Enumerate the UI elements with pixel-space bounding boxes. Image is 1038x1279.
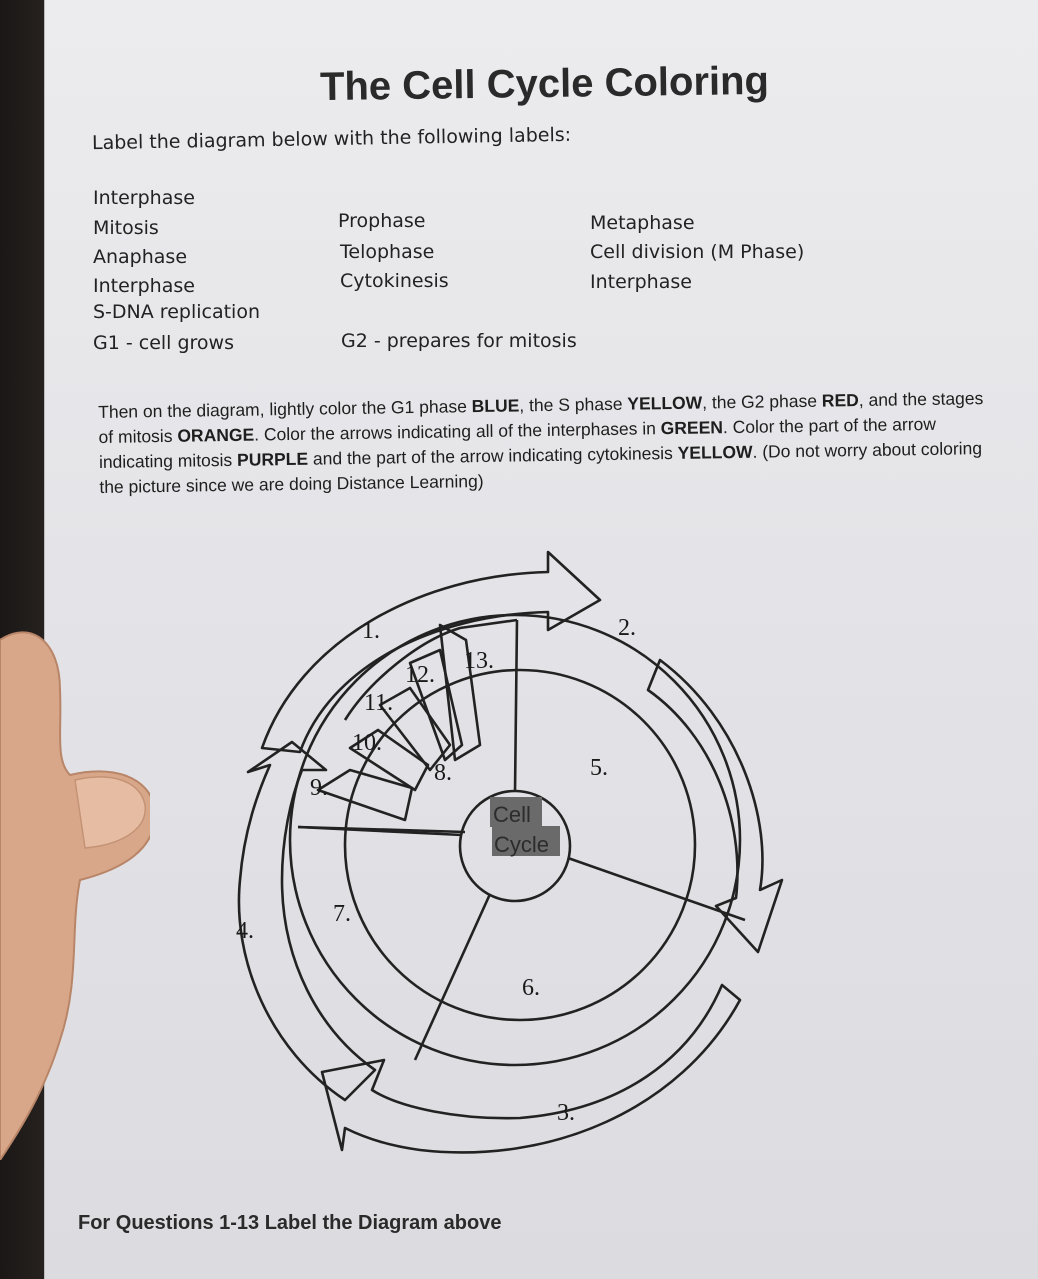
subtitle: Label the diagram below with the following labels: (91, 123, 572, 155)
page-title: The Cell Cycle Coloring (319, 58, 770, 110)
diagram-label-13: 13. (464, 648, 494, 674)
diagram-label-11: 11. (364, 690, 394, 716)
center-label-cell: Cell (493, 802, 531, 827)
diagram-label-3: 3. (557, 1100, 575, 1126)
arrow-left (239, 742, 375, 1100)
diagram-label-5: 5. (590, 755, 608, 781)
label-metaphase: Metaphase (590, 212, 695, 234)
label-interphase-3: Interphase (590, 271, 692, 293)
diagram-label-4: 4. (236, 918, 254, 944)
label-g2: G2 - prepares for mitosis (341, 330, 577, 352)
hand-image (0, 600, 150, 1160)
color-blue: BLUE (471, 395, 520, 417)
label-mitosis: Mitosis (93, 217, 159, 239)
label-interphase-2: Interphase (93, 275, 195, 297)
diagram-label-6: 6. (522, 975, 540, 1001)
color-green: GREEN (660, 417, 724, 439)
label-g1: G1 - cell grows (93, 332, 234, 354)
color-red: RED (821, 390, 859, 411)
diagram-label-2: 2. (618, 615, 636, 641)
label-s-phase: S-DNA replication (93, 301, 260, 323)
diagram-label-7: 7. (333, 901, 351, 927)
center-label-cycle: Cycle (494, 832, 550, 857)
label-cell-division: Cell division (M Phase) (590, 241, 805, 263)
label-interphase-top: Interphase (93, 187, 195, 209)
diagram-label-12: 12. (405, 662, 435, 688)
label-prophase: Prophase (338, 210, 426, 232)
color-orange: ORANGE (177, 424, 255, 446)
diagram-label-8: 8. (434, 760, 452, 786)
diagram-label-9: 9. (310, 775, 328, 801)
label-cytokinesis: Cytokinesis (340, 270, 449, 292)
footer-note: For Questions 1-13 Label the Diagram above (78, 1212, 502, 1234)
label-telophase: Telophase (340, 241, 435, 263)
arrow-bottom (322, 985, 740, 1152)
diagram-label-1: 1. (362, 618, 380, 644)
diagram-label-10: 10. (352, 730, 382, 756)
color-purple: PURPLE (236, 448, 309, 470)
color-yellow: YELLOW (627, 392, 703, 414)
label-anaphase: Anaphase (93, 246, 188, 268)
color-yellow-2: YELLOW (677, 441, 753, 463)
instructions-paragraph: Then on the diagram, lightly color the G1 phase BLUE, the S phase YELLOW, the G2 phase RED, and the stages of mitosis ORANGE. Color the arrows indicating all of the interphases in GREEN. Color the part of the arrow indicating mitosis PURPLE and the part of the arrow indicating cytokinesis YELLOW. (Do not worry about coloring the picture since we are doing Distance Learning) (98, 388, 984, 497)
